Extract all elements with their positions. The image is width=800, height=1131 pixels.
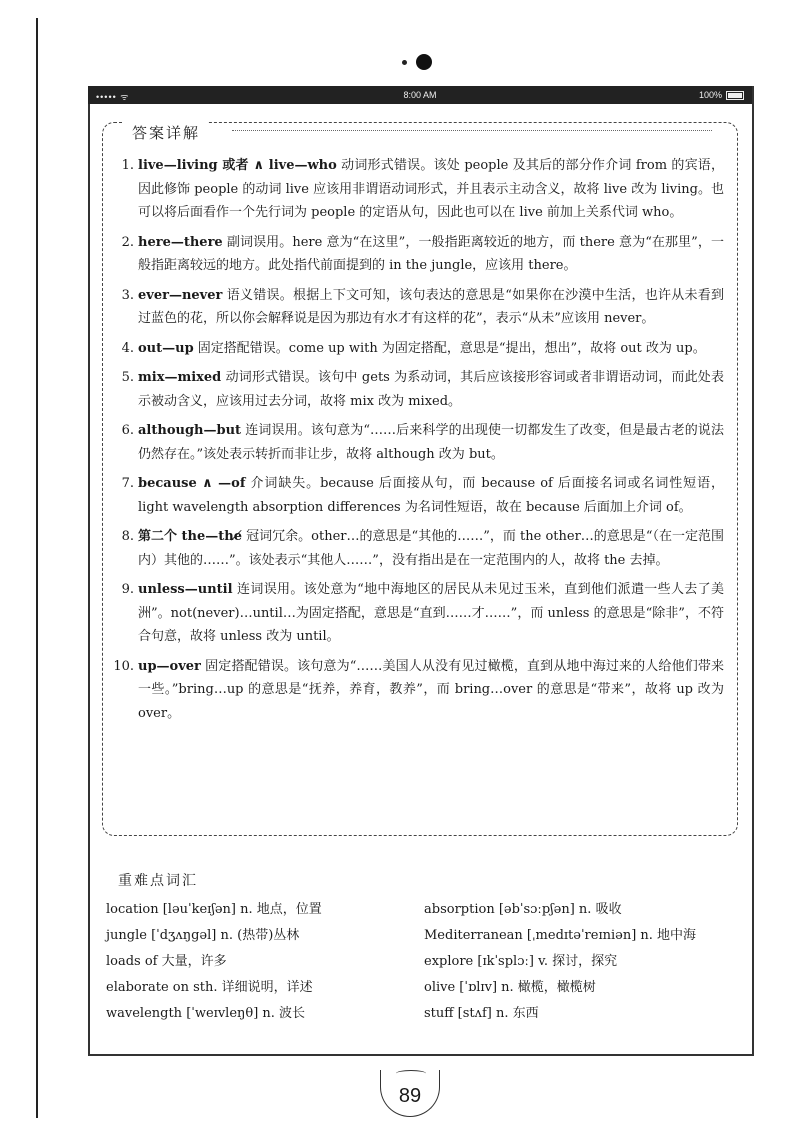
- answer-item: [112, 578, 724, 649]
- answer-item: [112, 154, 724, 225]
- vocabulary-entry: Mediterranean [ˌmedɪtəˈreɪniən] n. 地中海: [424, 928, 697, 943]
- vocabulary-entry: explore [ɪkˈsplɔː] v. 探讨，探究: [424, 954, 618, 969]
- answer-number: 1.: [121, 158, 134, 173]
- answer-item: [112, 655, 724, 726]
- answer-item: [112, 525, 724, 572]
- answer-body: [138, 655, 724, 726]
- answer-keyword: 第二个 the—the̸: [138, 529, 243, 544]
- answer-body: [138, 472, 724, 519]
- answer-item: [112, 284, 724, 331]
- status-time: 8:00 AM: [403, 90, 437, 100]
- vocabulary-entry: stuff [stʌf] n. 东西: [424, 1006, 539, 1021]
- answer-section-title: 答案详解: [124, 118, 208, 147]
- answer-body: [138, 154, 724, 225]
- battery-status: [699, 90, 744, 100]
- answer-explanation: 动词形式错误。该句中 gets 为系动词，其后应该接形容词或者非谓语动词，而此处表示被动含义，应该用过去分词，故将 mix 改为 mixed。: [138, 370, 724, 409]
- answer-body: [138, 419, 724, 466]
- answer-keyword: here—there: [138, 234, 223, 250]
- vocabulary-entry: elaborate on sth. 详细说明，详述: [106, 980, 313, 995]
- vocabulary-entry: location [ləuˈkeɪʃən] n. 地点，位置: [106, 902, 322, 917]
- signal-indicator: ••••• ᯤ: [96, 92, 130, 102]
- answer-explanation: 连词误用。该句意为“……后来科学的出现使一切都发生了改变，但是最古老的说法仍然存在。”该处表示转折而非让步，故将 although 改为 but。: [138, 423, 724, 462]
- answer-list: [112, 154, 724, 731]
- answer-number: 3.: [121, 287, 134, 303]
- answer-item: [112, 337, 724, 361]
- vocabulary-list: [106, 900, 726, 1023]
- vocabulary-entry: loads of 大量，许多: [106, 954, 227, 969]
- answer-explanation: 连词误用。该处意为“地中海地区的居民从未见过玉米，直到他们派遣一些人去了美洲”。not(never)…until…为固定搭配，意思是“直到……才……”，而 unless 的意思是“除非”，不符合句意，故将 unless 改为 until。: [138, 582, 724, 644]
- vocabulary-entry: jungle [ˈdʒʌŋgəl] n. (热带)丛林: [106, 928, 300, 943]
- answer-item: [112, 472, 724, 519]
- answer-body: [138, 231, 724, 278]
- answer-item: [112, 231, 724, 278]
- answer-explanation: 动词形式错误。该处 people 及其后的部分作介词 from 的宾语，因此修饰 people 的动词 live 应该用非谓语动词形式，并且表示主动含义，故将 live 改为 living。也可以将后面看作一个先行词为 people 的定语从句，因此也可以在 live 前加上关系代词 who。: [138, 158, 724, 220]
- vocabulary-entry: absorption [əbˈsɔːpʃən] n. 吸收: [424, 902, 622, 917]
- answer-keyword: unless—until: [138, 582, 233, 597]
- battery-icon: [726, 91, 744, 100]
- answer-explanation: 固定搭配错误。该句意为“……美国人从没有见过橄榄，直到从地中海过来的人给他们带来一些。”bring…up 的意思是“抚养，养育，教养”，而 bring…over 的意思是“带来”，故将 up 改为 over。: [138, 658, 724, 721]
- answer-number: 2.: [121, 234, 134, 250]
- answer-number: 7.: [121, 476, 134, 491]
- answer-explanation: 冠词冗余。other…的意思是“其他的……”，而 the other…的意思是“（在一定范围内）其他的……”。该处表示“其他人……”，没有指出是在一定范围内的人，故将 the 去掉。: [138, 529, 724, 568]
- sensor-dot: [402, 60, 407, 65]
- answer-explanation: 固定搭配错误。come up with 为固定搭配，意思是“提出，想出”，故将 out 改为 up。: [193, 340, 706, 356]
- vocabulary-title: 重难点词汇: [118, 873, 198, 889]
- answer-keyword: mix—mixed: [138, 370, 222, 385]
- answer-body: [138, 284, 724, 331]
- answer-explanation: 介词缺失。because 后面接从句，而 because of 后面接名词或名词性短语，light wavelength absorption differences 为名词性短语，故在 because 后面加上介词 of。: [138, 476, 724, 515]
- status-bar: [88, 86, 752, 104]
- answer-item: [112, 366, 724, 413]
- answer-number: 8.: [121, 529, 134, 544]
- answer-keyword: live—living 或者 ∧ live—who: [138, 158, 337, 173]
- answer-keyword: ever—never: [138, 287, 223, 303]
- vocabulary-entry: wavelength [ˈweɪvleŋθ] n. 波长: [106, 1006, 306, 1021]
- answer-body: [138, 366, 724, 413]
- answer-explanation: 副词误用。here 意为“在这里”，一般指距离较近的地方，而 there 意为“在那里”，一般指距离较远的地方。此处指代前面提到的 in the jungle，应该用 there。: [138, 234, 724, 273]
- answer-item: [112, 419, 724, 466]
- page-number: 89: [398, 1085, 422, 1107]
- title-divider: [232, 130, 712, 131]
- camera-icon: [416, 54, 432, 70]
- answer-keyword: out—up: [138, 340, 194, 356]
- answer-number: 5.: [121, 370, 134, 385]
- answer-number: 9.: [121, 582, 134, 597]
- battery-percent: 100%: [698, 90, 722, 100]
- answer-number: 4.: [121, 340, 134, 356]
- answer-body: [138, 578, 724, 649]
- answer-number: 10.: [113, 658, 134, 674]
- answer-explanation: 语义错误。根据上下文可知，该句表达的意思是“如果你在沙漠中生活，也许从未看到过蓝色的花，所以你会解释说是因为那边有水才有这样的花”，表示“从未”应该用 never。: [138, 287, 724, 326]
- left-margin-rule: [36, 18, 38, 1118]
- answer-number: 6.: [121, 423, 134, 438]
- answer-body: [138, 525, 724, 572]
- answer-keyword: because ∧ —of: [138, 476, 246, 491]
- answer-body: [138, 337, 724, 361]
- answer-keyword: up—over: [138, 658, 201, 674]
- vocabulary-entry: olive [ˈɒlɪv] n. 橄榄，橄榄树: [424, 980, 596, 995]
- answer-keyword: although—but: [138, 423, 242, 438]
